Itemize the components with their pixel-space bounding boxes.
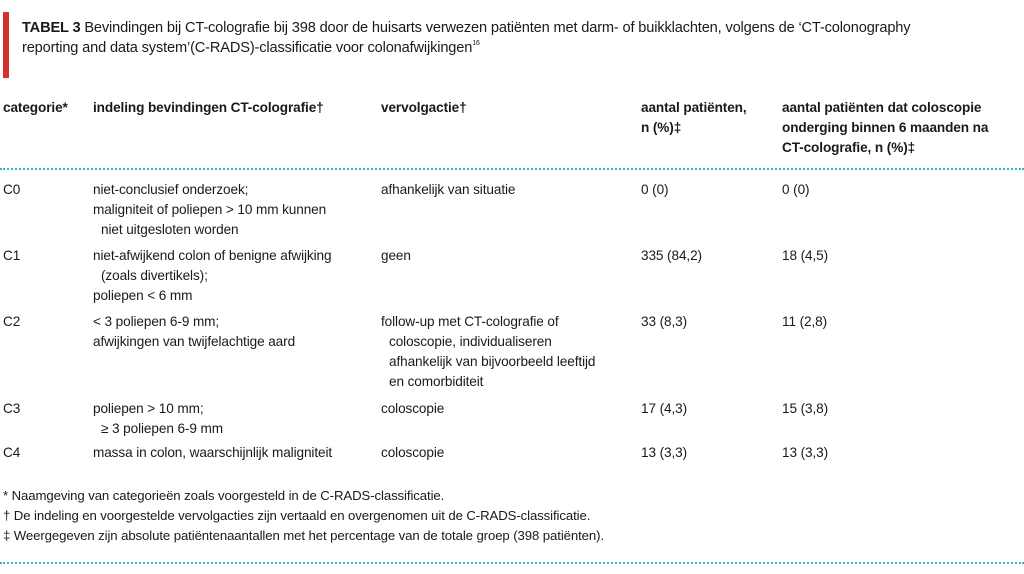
table-caption-line-1 (22, 18, 1013, 38)
row-c2-patients: 33 (8,3) (641, 314, 688, 329)
row-c1-colonoscopy: 18 (4,5) (782, 248, 829, 263)
row-c3-findings: poliepen > 10 mm; ≥ 3 poliepen 6-9 mm (93, 401, 223, 436)
row-c2-findings: < 3 poliepen 6-9 mm; afwijkingen van twijfelachtige aard (93, 314, 296, 349)
reference-superscript: 16 (472, 40, 480, 47)
row-c0-followup: afhankelijk van situatie (381, 182, 516, 197)
row-c1-findings: niet-afwijkend colon of benigne afwijking (zoals divertikels); poliepen < 6 mm (93, 248, 332, 303)
row-c1-category: C1 (3, 248, 21, 263)
row-c4-followup: coloscopie (381, 445, 445, 460)
row-c1-patients: 335 (84,2) (641, 248, 702, 263)
table-caption-line-2 (22, 38, 1013, 58)
table-caption-text-2: reporting and data system’(C-RADS)-classificatie voor colonafwijkingen (22, 40, 473, 56)
row-c4-patients: 13 (3,3) (641, 445, 688, 460)
row-c3-category: C3 (3, 401, 21, 416)
table-title (3, 12, 1013, 78)
row-c4-category: C4 (3, 445, 21, 460)
row-c2-colonoscopy: 11 (2,8) (782, 314, 828, 329)
footnote-dagger: † De indeling en voorgestelde vervolgacties zijn vertaald en overgenomen uit de C-RADS-classificatie. (3, 508, 591, 523)
row-c4-findings: massa in colon, waarschijnlijk maligniteit (93, 445, 333, 460)
bottom-separator (0, 562, 1024, 564)
header-patients: aantal patiënten, n (%)‡ (641, 100, 747, 135)
row-c0-patients: 0 (0) (641, 182, 669, 197)
table-number: TABEL 3 (22, 20, 81, 36)
header-findings: indeling bevindingen CT-colografie† (93, 100, 324, 115)
row-c2-followup: follow-up met CT-colografie of coloscopie, individualiseren afhankelijk van bijvoorbeeld leeftijd en comorbiditeit (381, 314, 596, 389)
row-c3-colonoscopy: 15 (3,8) (782, 401, 829, 416)
table-caption-text-1: Bevindingen bij CT-colografie bij 398 door de huisarts verwezen patiënten met darm- of buikklachten, volgens de ‘CT-colonography (84, 20, 911, 36)
footnotes (3, 486, 604, 546)
row-c3-followup: coloscopie (381, 401, 445, 416)
footnote-double-dagger: ‡ Weergegeven zijn absolute patiëntenaantallen met het percentage van de totale groep (398 patiënten). (3, 528, 605, 543)
header-separator (0, 168, 1024, 170)
row-c2-category: C2 (3, 314, 21, 329)
header-category: categorie* (3, 100, 68, 115)
row-c0-findings: niet-conclusief onderzoek; maligniteit of poliepen > 10 mm kunnen niet uitgesloten worden (93, 182, 327, 237)
row-c0-category: C0 (3, 182, 21, 197)
header-followup: vervolgactie† (381, 100, 467, 115)
row-c1-followup: geen (381, 248, 411, 263)
row-c3-patients: 17 (4,3) (641, 401, 688, 416)
row-c4-colonoscopy: 13 (3,3) (782, 445, 829, 460)
footnote-asterisk: * Naamgeving van categorieën zoals voorgesteld in de C-RADS-classificatie. (3, 488, 445, 503)
header-colonoscopy: aantal patiënten dat coloscopie onderging binnen 6 maanden na CT-colografie, n (%)‡ (782, 100, 989, 155)
row-c0-colonoscopy: 0 (0) (782, 182, 810, 197)
